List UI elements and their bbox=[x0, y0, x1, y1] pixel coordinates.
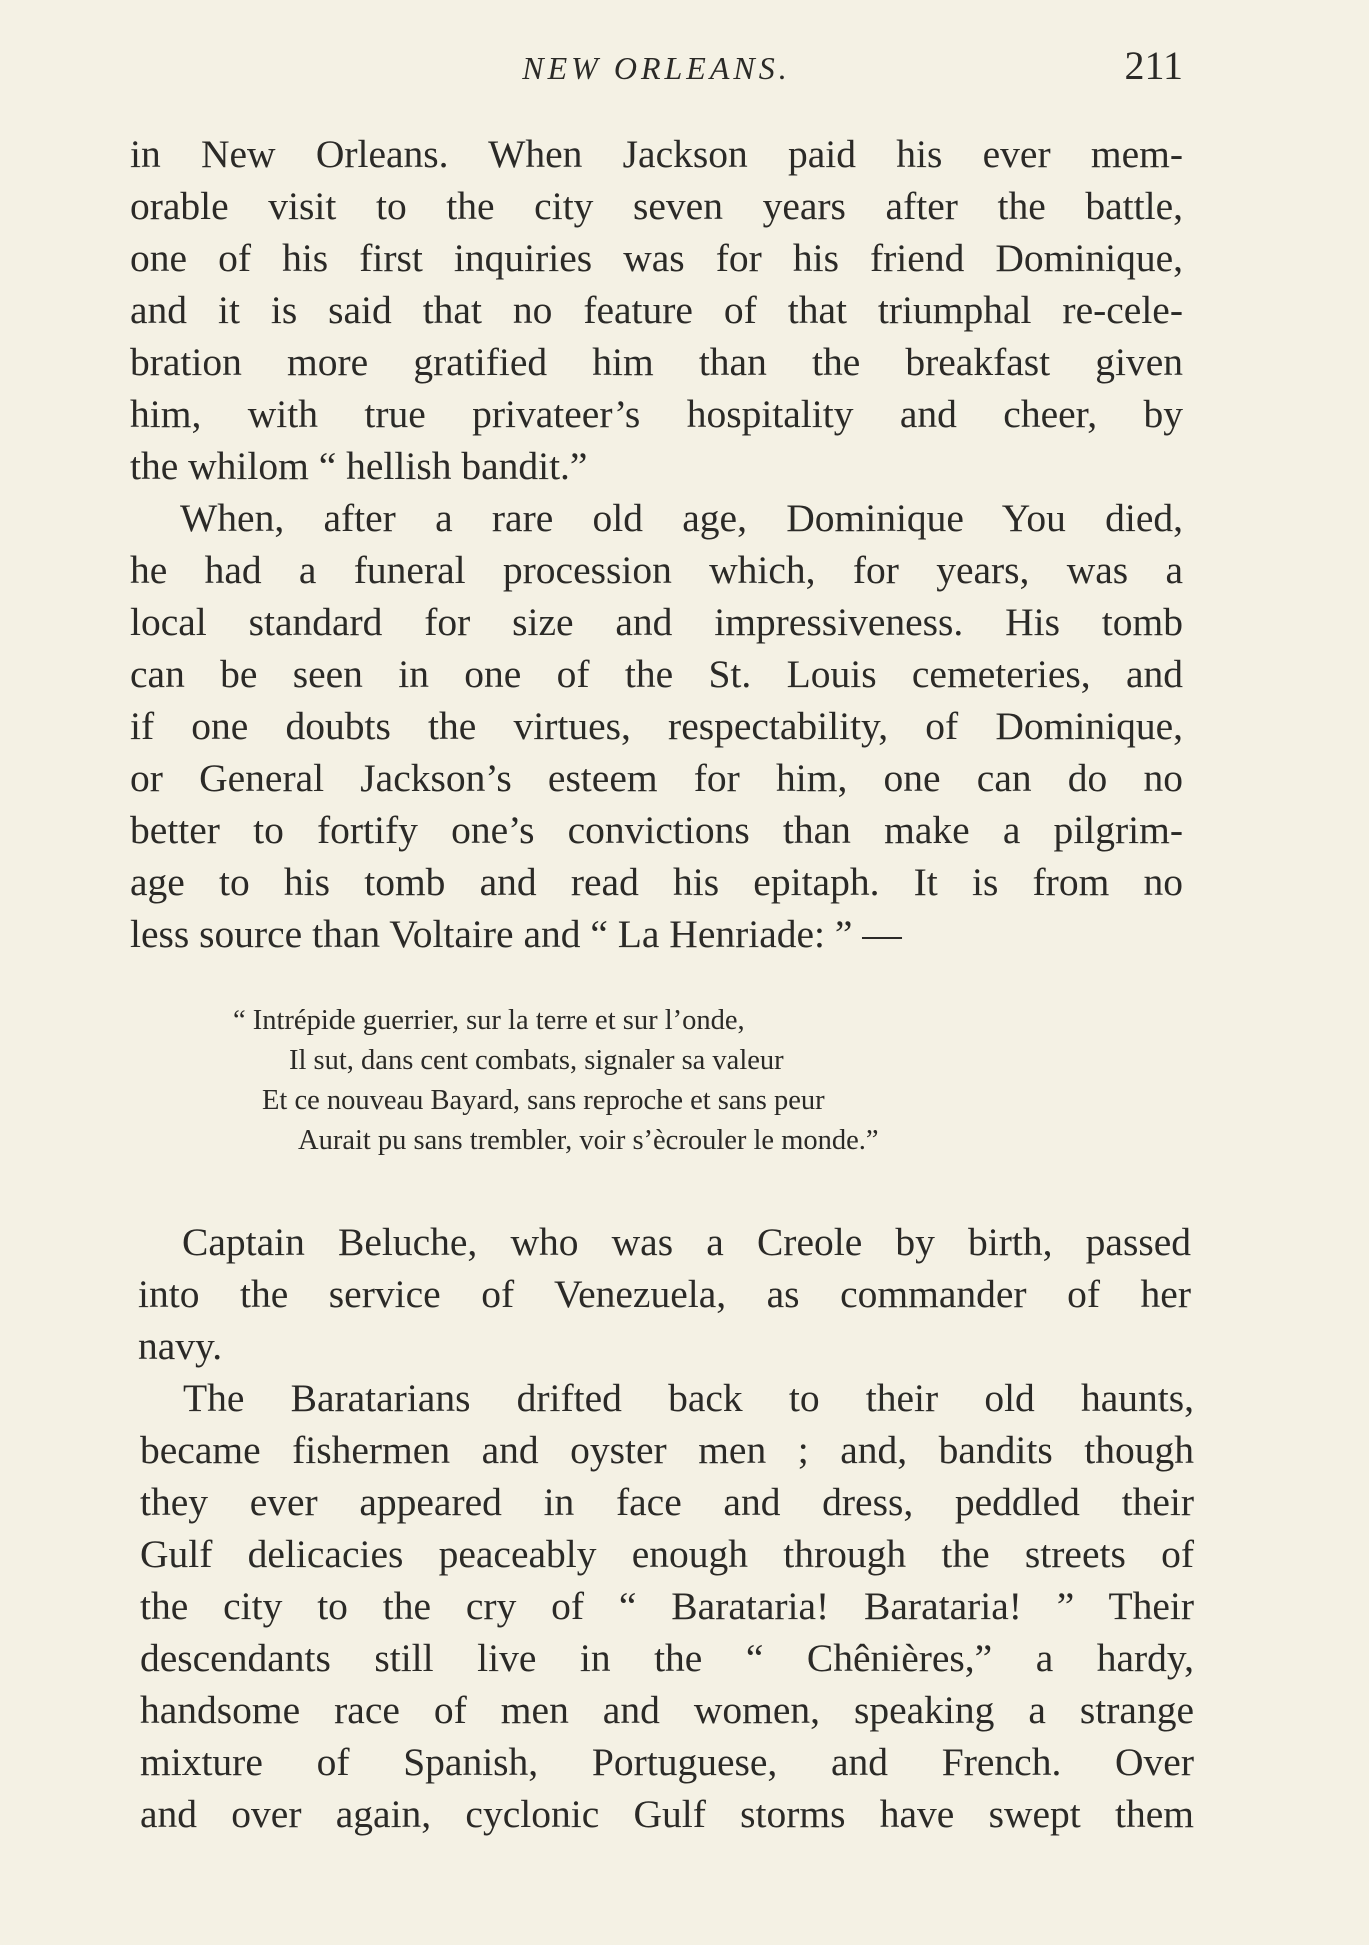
text-line: less source than Voltaire and “ La Henriade: ” — bbox=[130, 912, 902, 956]
verse-line: Et ce nouveau Bayard, sans reproche et sans peur bbox=[262, 1085, 825, 1116]
text-line: bration more gratified him than the breakfast given bbox=[130, 340, 1183, 384]
text-line: Captain Beluche, who was a Creole by birth, passed bbox=[182, 1220, 1191, 1264]
text-line: became fishermen and oyster men ; and, bandits though bbox=[140, 1428, 1194, 1472]
text-line: The Baratarians drifted back to their old haunts, bbox=[183, 1376, 1194, 1420]
text-line: him, with true privateer’s hospitality and cheer, by bbox=[130, 392, 1183, 436]
text-line: the city to the cry of “ Barataria! Barataria! ” Their bbox=[140, 1584, 1194, 1628]
text-line: navy. bbox=[138, 1324, 223, 1368]
verse-line: Aurait pu sans trembler, voir s’ècrouler le monde.” bbox=[298, 1125, 879, 1156]
text-line: into the service of Venezuela, as commander of her bbox=[138, 1272, 1191, 1316]
text-line: age to his tomb and read his epitaph. It is from no bbox=[130, 860, 1183, 904]
text-line: and over again, cyclonic Gulf storms have swept them bbox=[140, 1792, 1194, 1836]
text-line: and it is said that no feature of that triumphal re-cele- bbox=[130, 288, 1183, 332]
text-line: they ever appeared in face and dress, peddled their bbox=[140, 1480, 1194, 1524]
running-title: NEW ORLEANS. bbox=[522, 50, 791, 86]
text-line: descendants still live in the “ Chênières,” a hardy, bbox=[140, 1636, 1194, 1680]
text-line: one of his first inquiries was for his friend Dominique, bbox=[130, 236, 1183, 280]
text-line: he had a funeral procession which, for years, was a bbox=[130, 548, 1183, 592]
verse-line: “ Intrépide guerrier, sur la terre et sur l’onde, bbox=[233, 1005, 745, 1036]
page-number: 211 bbox=[1124, 43, 1183, 88]
text-line: or General Jackson’s esteem for him, one can do no bbox=[130, 756, 1183, 800]
text-line: Gulf delicacies peaceably enough through the streets of bbox=[140, 1532, 1194, 1576]
text-line: the whilom “ hellish bandit.” bbox=[130, 444, 588, 488]
text-line: handsome race of men and women, speaking a strange bbox=[140, 1688, 1194, 1732]
text-line: local standard for size and impressiveness. His tomb bbox=[130, 600, 1183, 644]
text-line: orable visit to the city seven years after the battle, bbox=[130, 184, 1183, 228]
text-line: if one doubts the virtues, respectability, of Dominique, bbox=[130, 704, 1183, 748]
text-line: in New Orleans. When Jackson paid his ever mem- bbox=[130, 132, 1183, 176]
running-head bbox=[130, 42, 1183, 92]
text-line: mixture of Spanish, Portuguese, and French. Over bbox=[140, 1740, 1194, 1784]
text-line: better to fortify one’s convictions than make a pilgrim- bbox=[130, 808, 1183, 852]
verse-line: Il sut, dans cent combats, signaler sa valeur bbox=[289, 1045, 784, 1076]
text-line: When, after a rare old age, Dominique You died, bbox=[180, 496, 1183, 540]
text-line: can be seen in one of the St. Louis cemeteries, and bbox=[130, 652, 1183, 696]
